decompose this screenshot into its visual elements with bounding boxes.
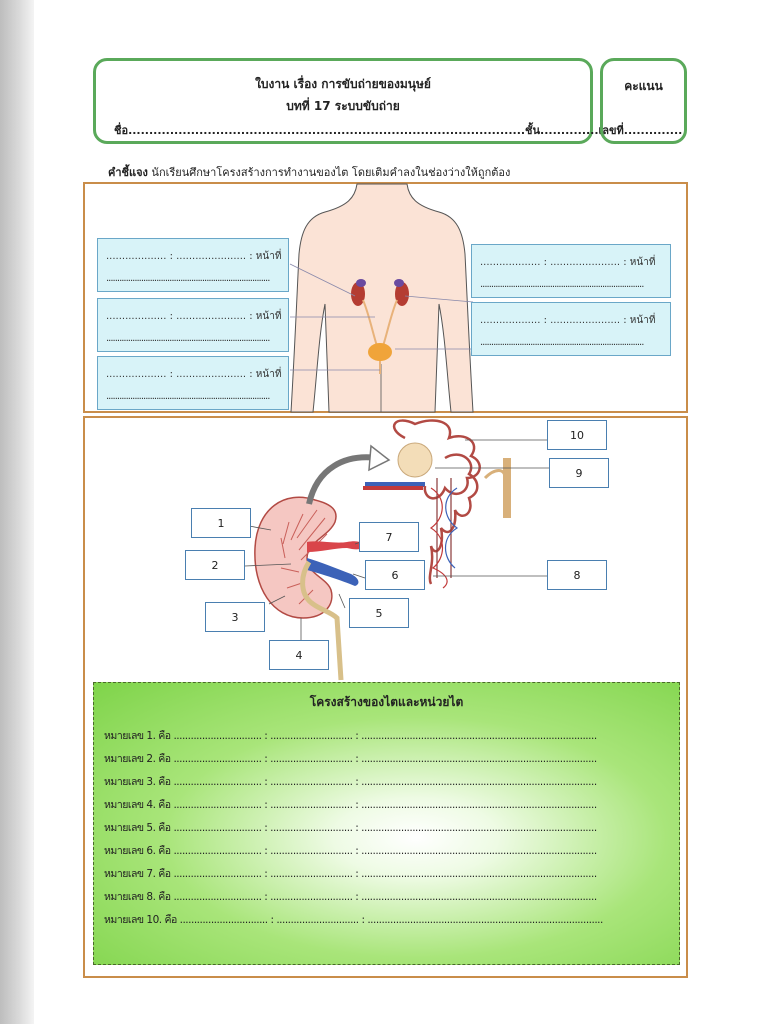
instruction [108, 163, 510, 181]
function-box-5-bottom: ........................................................................... [480, 337, 644, 348]
function-box-4-top: ................... : ...................... : หน้าที่ [480, 257, 656, 268]
answer-row-5[interactable]: หมายเลข 5. คือ ............................... : ............................. : ................................................................................... [104, 822, 597, 834]
diagram-label-4: 4 [269, 640, 329, 670]
function-box-2-bottom: ........................................................................... [106, 333, 270, 344]
function-box-3[interactable] [97, 356, 289, 410]
function-box-3-bottom: ........................................................................... [106, 391, 270, 402]
answer-row-2[interactable]: หมายเลข 2. คือ ............................... : ............................. : ................................................................................... [104, 753, 597, 765]
diagram-label-8: 8 [547, 560, 607, 590]
diagram-label-7: 7 [359, 522, 419, 552]
worksheet-title: ใบงาน เรื่อง การขับถ่ายของมนุษย์ [255, 77, 431, 91]
answer-row-10[interactable]: หมายเลข 10. คือ ............................... : ............................. : ................................................................................... [104, 914, 603, 926]
diagram-label-6: 6 [365, 560, 425, 590]
function-box-5-top: ................... : ...................... : หน้าที่ [480, 315, 656, 326]
worksheet-subtitle: บทที่ 17 ระบบขับถ่าย [286, 99, 400, 113]
function-box-1[interactable] [97, 238, 289, 292]
diagram-label-9: 9 [549, 458, 609, 488]
diagram-label-1: 1 [191, 508, 251, 538]
diagram-label-3: 3 [205, 602, 265, 632]
answer-row-1[interactable]: หมายเลข 1. คือ ............................... : ............................. : ................................................................................... [104, 730, 597, 742]
kidney-outline [255, 497, 336, 618]
answer-row-7[interactable]: หมายเลข 7. คือ ............................... : ............................. : ................................................................................... [104, 868, 597, 880]
function-box-4-bottom: ........................................................................... [480, 279, 644, 290]
answer-row-4[interactable]: หมายเลข 4. คือ ............................... : ............................. : ................................................................................... [104, 799, 597, 811]
answer-panel [93, 682, 680, 965]
function-box-1-top: ................... : ...................... : หน้าที่ [106, 251, 282, 262]
diagram-label-5: 5 [349, 598, 409, 628]
diagram-label-2: 2 [185, 550, 245, 580]
function-box-4[interactable] [471, 244, 671, 298]
score-box [600, 58, 687, 144]
diagram-label-10: 10 [547, 420, 607, 450]
score-label: คะแนน [624, 79, 663, 93]
instruction-text: นักเรียนศึกษาโครงสร้างการทำงานของไต โดยเติมคำลงในช่องว่างให้ถูกต้อง [151, 166, 511, 179]
instruction-label: คำชี้แจง [108, 166, 148, 179]
function-box-3-top: ................... : ...................... : หน้าที่ [106, 369, 282, 380]
page-edge-shadow [0, 0, 34, 1024]
answer-panel-title: โครงสร้างของไตและหน่วยไต [309, 695, 464, 709]
answer-row-8[interactable]: หมายเลข 8. คือ ............................... : ............................. : ................................................................................... [104, 891, 597, 903]
urinary-system-section [83, 182, 688, 413]
answer-row-6[interactable]: หมายเลข 6. คือ ............................... : ............................. : ................................................................................... [104, 845, 597, 857]
function-box-1-bottom: ........................................................................... [106, 273, 270, 284]
function-box-5[interactable] [471, 302, 671, 356]
answer-row-3[interactable]: หมายเลข 3. คือ ............................... : ............................. : ................................................................................... [104, 776, 597, 788]
function-box-2[interactable] [97, 298, 289, 352]
function-box-2-top: ................... : ...................... : หน้าที่ [106, 311, 282, 322]
student-info-line: ชื่อ...............................................................................................ชั้น..............เลขที่.............. [114, 124, 683, 137]
